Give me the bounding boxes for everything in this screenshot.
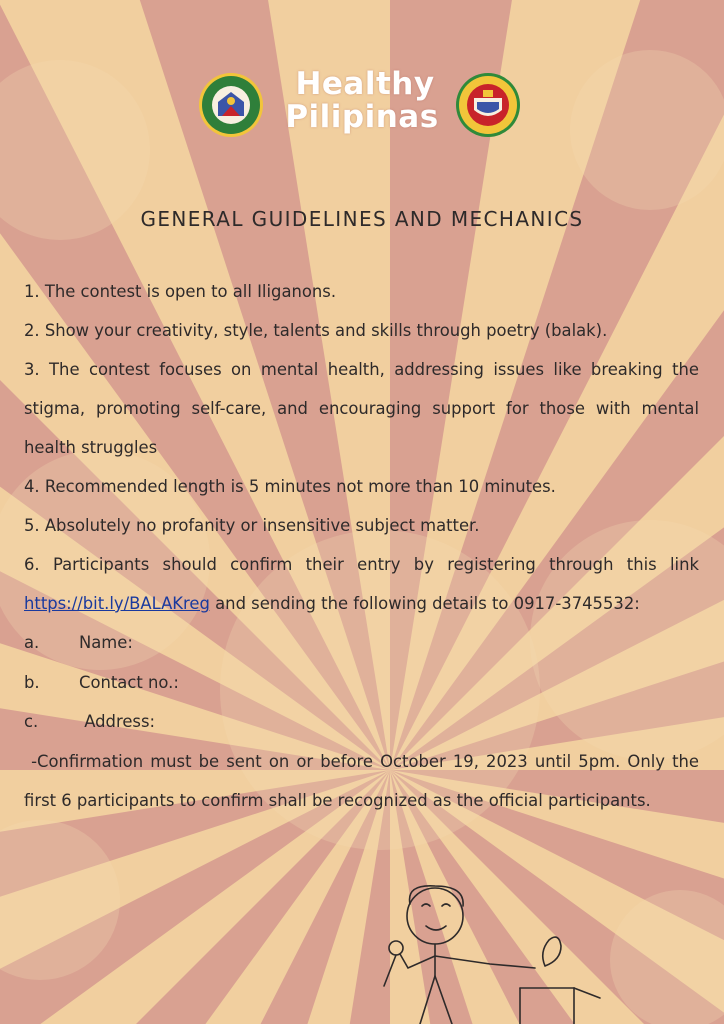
guideline-2: 2. Show your creativity, style, talents and skills through poetry (balak).: [24, 321, 608, 340]
brand-line1: Healthy: [295, 66, 435, 102]
healthy-pilipinas-logo: [285, 68, 445, 134]
guideline-6: [24, 545, 699, 623]
guidelines-list: [24, 272, 705, 820]
detail-label: Contact no.:: [79, 672, 179, 692]
guideline-1: 1. The contest is open to all Iliganons.: [24, 282, 337, 301]
detail-item: [24, 623, 699, 663]
performer-doodle-icon: [360, 876, 724, 1024]
detail-item: [24, 663, 699, 703]
doh-seal-icon: [198, 72, 264, 138]
iligan-seal-icon: [455, 72, 521, 138]
header: [0, 62, 724, 162]
detail-letter: c.: [24, 712, 39, 731]
detail-label: Name:: [79, 633, 133, 652]
guideline-6-text: 6. Participants should confirm their entry by registering through this link: [24, 555, 699, 574]
detail-letter: b.: [24, 672, 40, 692]
page-title: GENERAL GUIDELINES AND MECHANICS: [140, 207, 584, 231]
brand-line2: Pilipinas: [285, 99, 439, 135]
detail-label: Address:: [79, 712, 156, 731]
detail-letter: a.: [24, 633, 40, 652]
detail-item: [24, 702, 699, 742]
guideline-4: 4. Recommended length is 5 minutes not more than 10 minutes.: [24, 477, 556, 496]
guideline-3: 3. The contest focuses on mental health, addressing issues like breaking the stigma, promoting self-care, and encouraging support for those with mental health struggles: [24, 360, 699, 457]
guideline-5: 5. Absolutely no profanity or insensitive subject matter.: [24, 516, 480, 535]
guideline-6-text-end: and sending the following details to 0917-3745532:: [209, 594, 640, 613]
confirmation-note: -Confirmation must be sent on or before October 19, 2023 until 5pm. Only the first 6 participants to confirm shall be recognized as the official participants.: [24, 751, 705, 810]
registration-link[interactable]: https://bit.ly/BALAKreg: [24, 594, 210, 613]
